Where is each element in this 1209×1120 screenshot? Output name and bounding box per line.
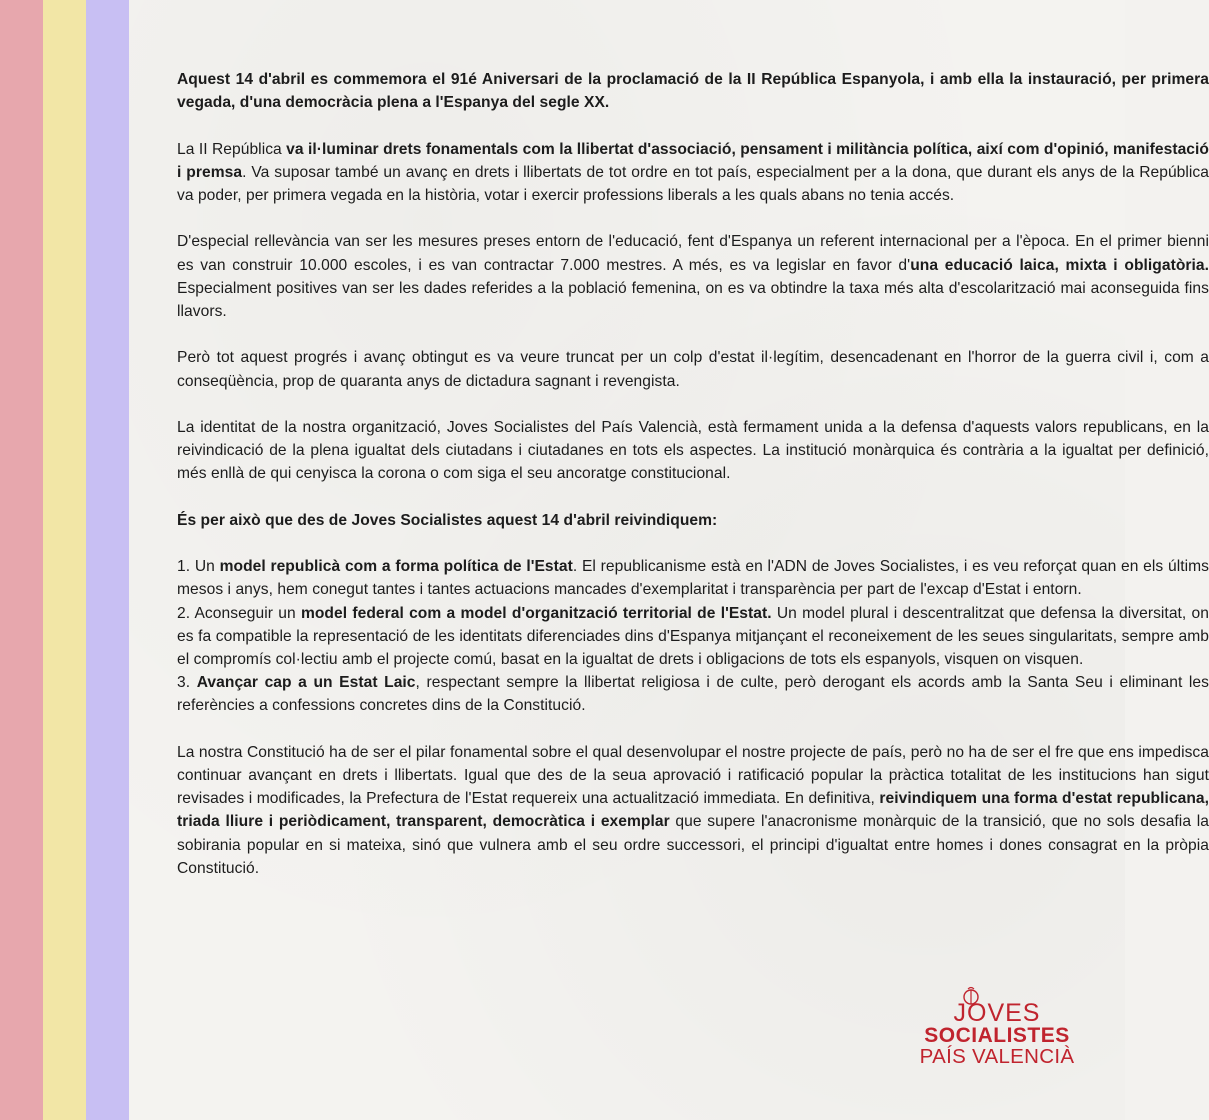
demands-heading: És per això que des de Joves Socialistes aquest 14 d'abril reivindiquem: [177,511,718,529]
intro-paragraph: Aquest 14 d'abril es commemora el 91é Aniversari de la proclamació de la II República Espanyola, i amb ella la instauració, per primera vegada, d'una democràcia plena a l'Espanya del segle XX. [177,71,1209,112]
document-body [177,68,1209,903]
paragraph-education: D'especial rellevància van ser les mesures preses entorn de l'educació, fent d'Espanya un referent internacional per a l'època. En el primer bienni es van construir 10.000 escoles, i es van contractar 7.000 mestres. A més, es va legislar en favor d'una educació laica, mixta i obligatòria. Especialment positives van ser les dades referides a la població femenina, on es va obtindre la taxa més alta d'escolarització mai aconseguida fins llavors. [177,233,1209,320]
paragraph-identity: La identitat de la nostra organització, Joves Socialistes del País Valencià, està fermament unida a la defensa d'aquests valors republicans, en la reivindicació de la plena igualtat dels ciutadans i ciutadanes en tots els aspectes. La institució monàrquica és contrària a la igualtat per definició, més enllà de qui cenyisca la corona o com siga el seu ancoratge constitucional. [177,418,1209,483]
demand-item-1: 1. Un model republicà com a forma política de l'Estat. El republicanisme està en l'ADN de Joves Socialistes, i es veu reforçat quan en els últims mesos i anys, hem conegut tantes i tantes actuacions mancades d'exemplaritat i transparència per part de l'excap d'Estat i entorn. [177,558,1209,599]
paragraph-rights: La II República va il·luminar drets fonamentals com la llibertat d'associació, pensament i militància política, així com d'opinió, manifestació i premsa. Va suposar també un avanç en drets i llibertats de tot ordre en tot país, especialment per a la dona, que durant els anys de la República va poder, per primera vegada en la història, votar i exercir professions liberals a les quals abans no tenia accés. [177,140,1209,204]
joves-socialistes-logo [919,1000,1075,1080]
logo-line-1: JOVES [953,999,1041,1027]
paragraph-constitution: La nostra Constitució ha de ser el pilar fonamental sobre el qual desenvolupar el nostre projecte de país, però no ha de ser el fre que ens impedisca continuar avançant en drets i llibertats. Igual que des de la seua aprovació i ratificació popular la pràctica totalitat de les institucions han sigut revisades i modificades, la Prefectura de l'Estat requereix una actualització immediata. En definitiva, reivindiquem una forma d'estat republicana, triada lliure i periòdicament, transparent, democràtica i exemplar que supere l'anacronisme monàrquic de la transició, que no sols desafia la sobirania popular en si mateixa, sinó que vulnera amb el seu ordre successori, el principi d'igualtat entre homes i dones consagrat en la pròpia Constitució. [177,743,1209,877]
flag-stripe-red [0,0,43,1120]
demand-item-3: 3. Avançar cap a un Estat Laic, respectant sempre la llibertat religiosa i de culte, però derogant els acords amb la Santa Seu i eliminant les referències a confessions concretes dins de la Constitució. [177,674,1209,715]
demand-item-2: 2. Aconseguir un model federal com a model d'organització territorial de l'Estat. Un model plural i descentralitzat que defensa la diversitat, on es fa compatible la representació de les identitats diferenciades dins d'Espanya mitjançant el reconeixement de les seues singularitats, sempre amb el compromís col·lectiu amb el projecte comú, basat en la igualtat de drets i obligacions de tots els espanyols, visquen on visquen. [177,604,1209,668]
paragraph-coup: Però tot aquest progrés i avanç obtingut es va veure truncat per un colp d'estat il·legítim, desencadenant en l'horror de la guerra civil i, com a conseqüència, prop de quaranta anys de dictadura sagnant i revengista. [177,349,1209,390]
document-page [129,0,1209,1120]
flag-stripe-purple [86,0,129,1120]
logo-line-3: PAÍS VALENCIÀ [919,1045,1075,1068]
logo-line-2: SOCIALISTES [924,1024,1070,1047]
flag-stripe-yellow [43,0,86,1120]
